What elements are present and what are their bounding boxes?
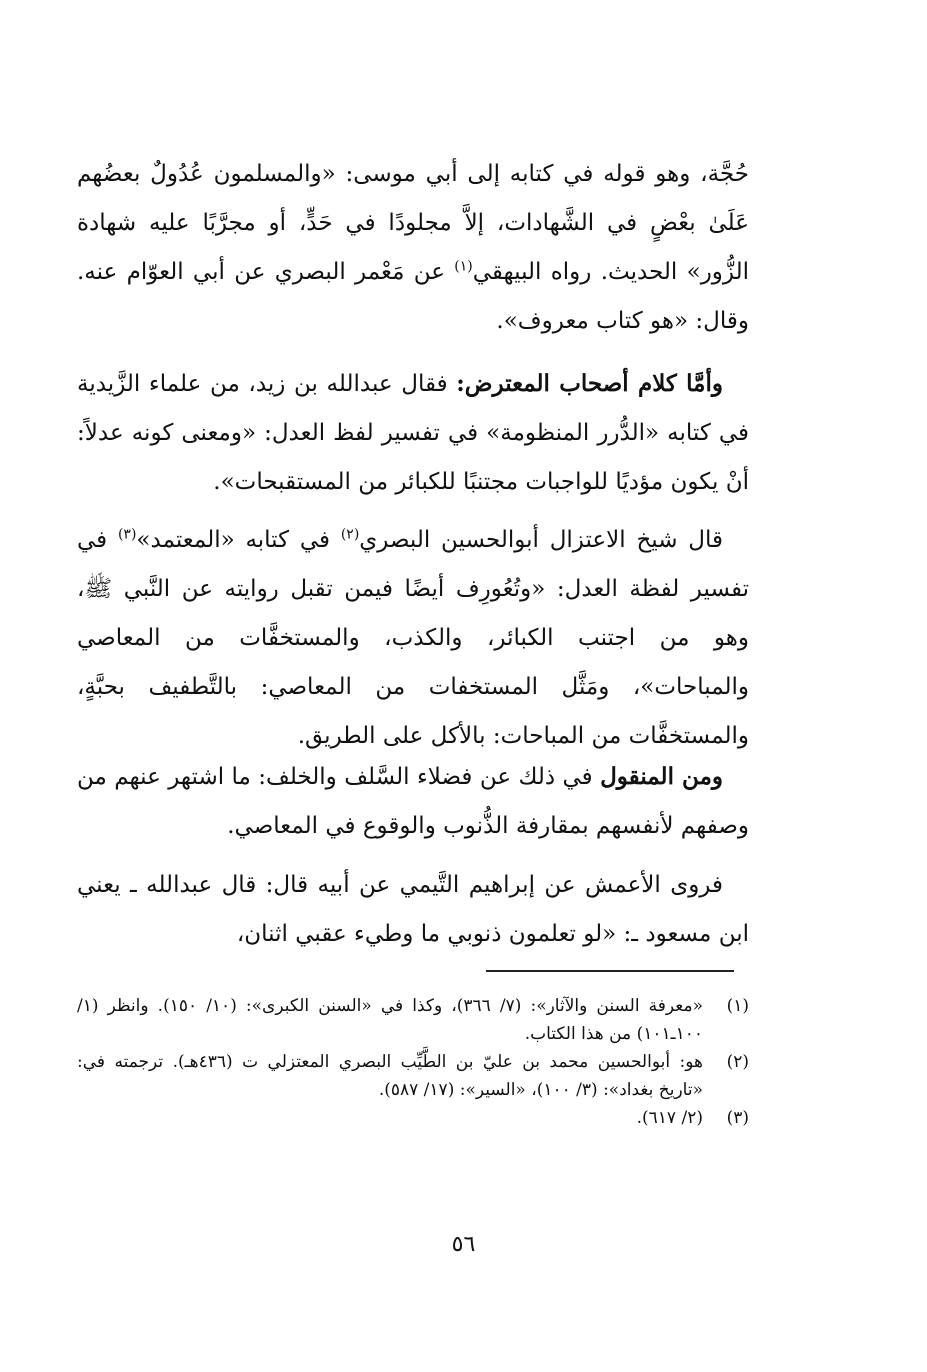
paragraph-3-text-end: في تفسير لفظة العدل: «وتُعُورِف أيضًا فيمن تقبل روايته عن النَّبي ﷺ، وهو من اجتنب الكبائر، والكذب، والمستخفَّات من المعاصي والمباحات»، ومَثَّل المستخفات من المعاصي: بالتَّطفيف بحبَّةٍ، والمستخفَّات من المباحات: بالأكل على الطريق. bbox=[77, 527, 749, 749]
paragraph-4-lead: ومن المنقول bbox=[600, 763, 723, 790]
footnote-ref-3[interactable]: (٣) bbox=[117, 526, 137, 543]
footnote-2-number: (٢) bbox=[726, 1052, 749, 1072]
page-number: ٥٦ bbox=[451, 1232, 476, 1257]
footnote-1 bbox=[77, 992, 749, 1048]
footnote-ref-1[interactable]: (١) bbox=[454, 258, 473, 275]
paragraph-1-text: حُجَّة، وهو قوله في كتابه إلى أبي موسى: «والمسلمون عُدُولٌ بعضُهم عَلَىٰ بعْضٍ في الشَّهادات، إلاَّ مجلودًا في حَدٍّ، أو مجرَّبًا عليه شهادة الزُّور» الحديث. رواه البيهقي bbox=[77, 161, 750, 285]
footnote-1-number: (١) bbox=[726, 996, 749, 1016]
paragraph-2 bbox=[77, 359, 749, 507]
footnote-divider bbox=[486, 970, 734, 972]
paragraph-3-text: قال شيخ الاعتزال أبوالحسين البصري bbox=[359, 527, 723, 553]
paragraph-3-text-cont: في كتابه «المعتمد» bbox=[136, 527, 341, 553]
footnote-3 bbox=[77, 1104, 749, 1132]
paragraph-4-text: في ذلك عن فضلاء السَّلف والخلف: ما اشتهر عنهم من وصفهم لأنفسهم بمقارفة الذُّنوب والوقوع في المعاصي. bbox=[77, 764, 749, 839]
paragraph-3 bbox=[77, 516, 749, 761]
footnote-3-text: (٢/ ٦١٧). bbox=[636, 1108, 703, 1128]
paragraph-5-text: فروى الأعمش عن إبراهيم التَّيمي عن أبيه قال: قال عبدالله ـ يعني ابن مسعود ـ: «لو تعلمون ذنوبي ما وطيء عقبي اثنان، bbox=[77, 872, 749, 947]
paragraph-5 bbox=[77, 861, 749, 959]
paragraph-2-text: فقال عبدالله بن زيد، من علماء الزَّيدية في كتابه «الدُّرر المنظومة» في تفسير لفظ العدل: «ومعنى كونه عدلاً: أنْ يكون مؤديًا للواجبات مجتنبًا للكبائر من المستقبحات». bbox=[77, 371, 749, 495]
paragraph-4 bbox=[77, 752, 749, 851]
paragraph-1 bbox=[77, 150, 749, 346]
footnote-3-number: (٣) bbox=[726, 1108, 749, 1128]
footnote-2-text: هو: أبوالحسين محمد بن عليّ بن الطَّيِّب البصري المعتزلي ت (٤٣٦هـ). ترجمته في: «تاريخ بغداد»: (٣/ ١٠٠)، «السير»: (١٧/ ٥٨٧). bbox=[77, 1052, 703, 1100]
paragraph-2-lead: وأمَّا كلام أصحاب المعترض: bbox=[456, 370, 724, 397]
paragraph-1-text-cont: عن مَعْمر البصري عن أبي العوّام عنه. وقال: «هو كتاب معروف». bbox=[77, 259, 749, 334]
footnote-2 bbox=[77, 1048, 749, 1104]
footnotes bbox=[77, 992, 749, 1132]
footnote-1-text: «معرفة السنن والآثار»: (٧/ ٣٦٦)، وكذا في «السنن الكبرى»: (١٠/ ١٥٠). وانظر (١/ ١٠٠ـ١٠١) من هذا الكتاب. bbox=[77, 996, 703, 1044]
footnote-ref-2[interactable]: (٢) bbox=[340, 526, 360, 543]
